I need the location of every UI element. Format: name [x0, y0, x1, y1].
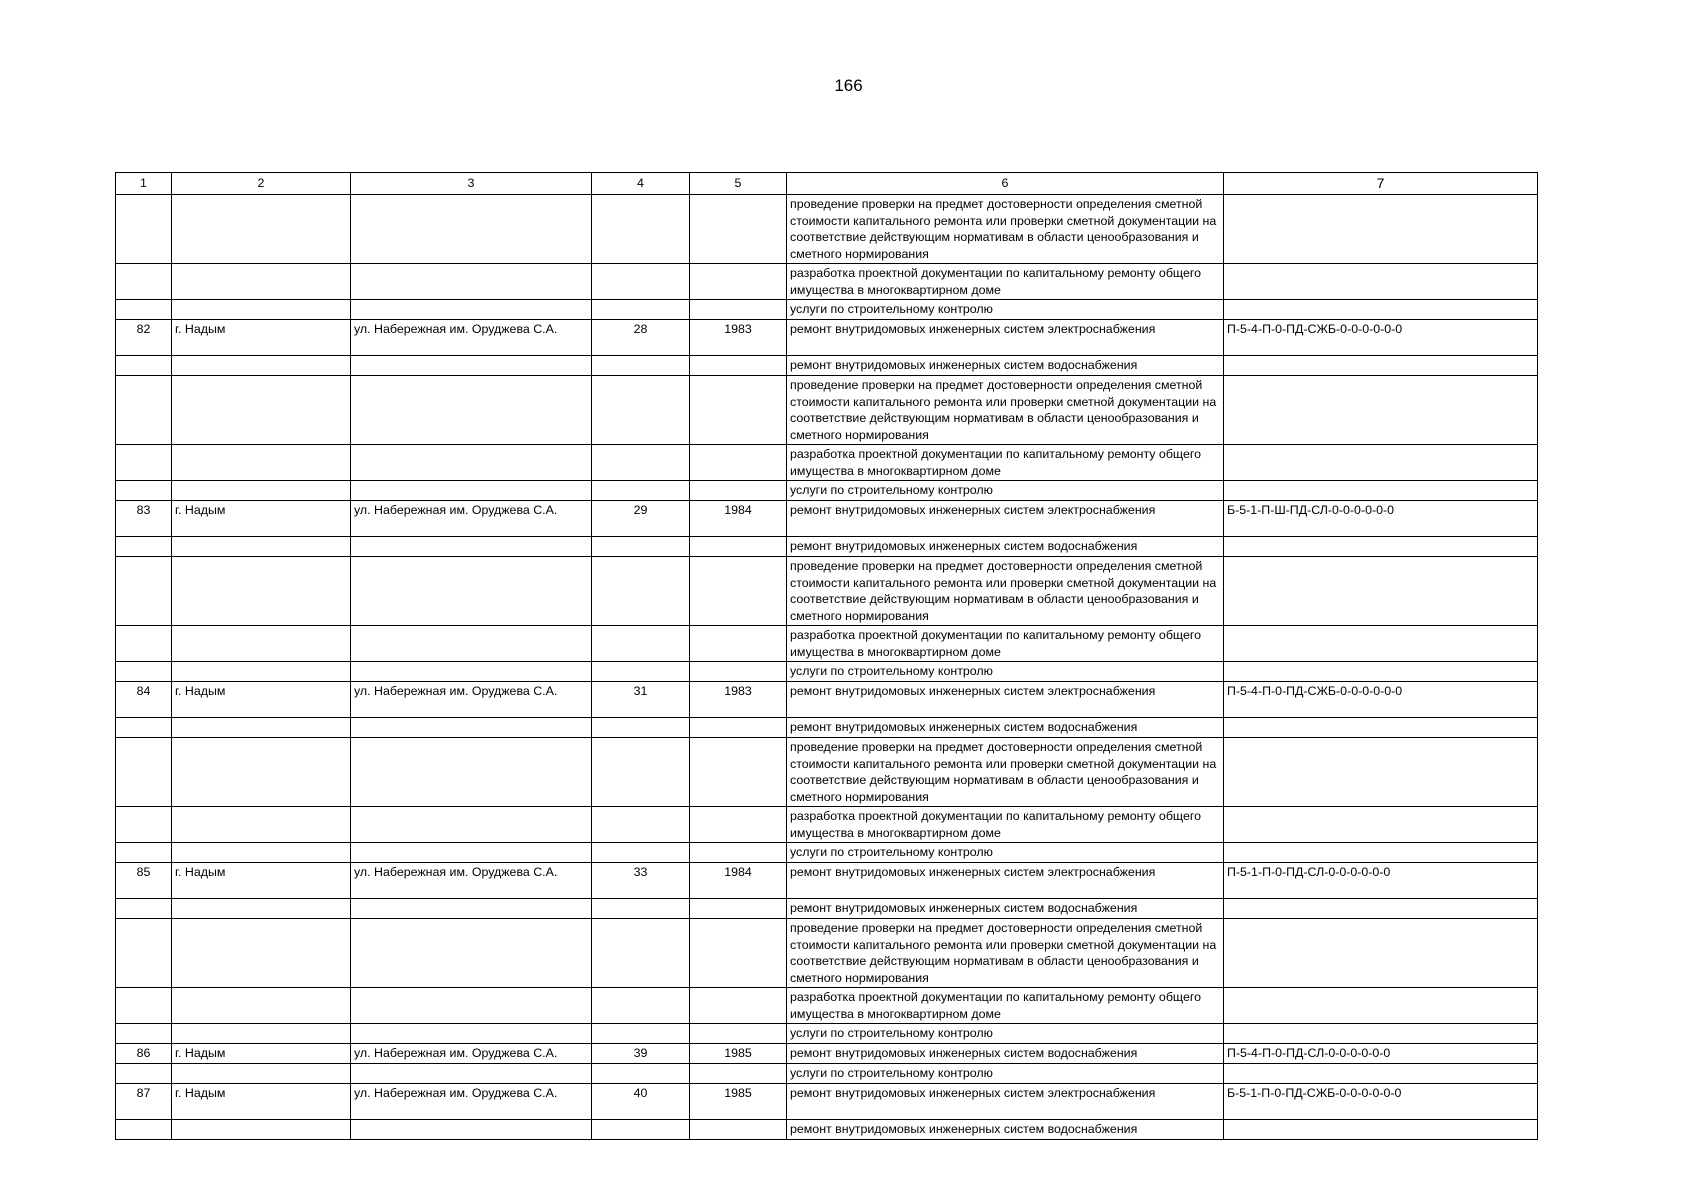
year-cell: [690, 1120, 787, 1140]
code-cell: [1224, 662, 1538, 682]
column-header: 5: [690, 173, 787, 195]
house-number-cell: [592, 264, 690, 300]
city-cell: [172, 899, 351, 919]
street-cell: [351, 356, 592, 376]
row-number-cell: [116, 445, 172, 481]
table-row: [116, 988, 1538, 1024]
street-cell: [351, 807, 592, 843]
year-cell: [690, 919, 787, 988]
city-cell: г. Надым: [172, 320, 351, 356]
table-row: [116, 1044, 1538, 1064]
table-row: [116, 445, 1538, 481]
street-cell: [351, 718, 592, 738]
city-cell: [172, 356, 351, 376]
row-number-cell: [116, 738, 172, 807]
city-cell: [172, 807, 351, 843]
code-cell: [1224, 300, 1538, 320]
row-number-cell: [116, 662, 172, 682]
row-number-cell: [116, 1120, 172, 1140]
work-type-cell: услуги по строительному контролю: [787, 300, 1224, 320]
work-type-cell: ремонт внутридомовых инженерных систем электроснабжения: [787, 1084, 1224, 1120]
row-number-cell: [116, 843, 172, 863]
row-number-cell: [116, 807, 172, 843]
code-cell: [1224, 988, 1538, 1024]
work-type-cell: ремонт внутридомовых инженерных систем водоснабжения: [787, 1044, 1224, 1064]
year-cell: [690, 738, 787, 807]
street-cell: ул. Набережная им. Оруджева С.А.: [351, 501, 592, 537]
city-cell: [172, 988, 351, 1024]
city-cell: [172, 626, 351, 662]
code-cell: П-5-4-П-0-ПД-СЛ-0-0-0-0-0-0: [1224, 1044, 1538, 1064]
year-cell: [690, 195, 787, 264]
house-number-cell: [592, 1024, 690, 1044]
house-number-cell: 40: [592, 1084, 690, 1120]
year-cell: 1985: [690, 1084, 787, 1120]
row-number-cell: [116, 626, 172, 662]
work-type-cell: услуги по строительному контролю: [787, 662, 1224, 682]
work-type-cell: ремонт внутридомовых инженерных систем электроснабжения: [787, 501, 1224, 537]
code-cell: [1224, 376, 1538, 445]
code-cell: [1224, 481, 1538, 501]
street-cell: ул. Набережная им. Оруджева С.А.: [351, 1044, 592, 1064]
work-type-cell: проведение проверки на предмет достоверности определения сметной стоимости капитального ремонта или проверки сметной документации на соответствие действующим нормативам в области ценообразования и сметного нормирования: [787, 195, 1224, 264]
city-cell: [172, 1120, 351, 1140]
work-type-cell: разработка проектной документации по капитальному ремонту общего имущества в многоквартирном доме: [787, 626, 1224, 662]
table-body: [116, 195, 1538, 1140]
street-cell: [351, 537, 592, 557]
house-number-cell: [592, 376, 690, 445]
row-number-cell: 86: [116, 1044, 172, 1064]
year-cell: [690, 1024, 787, 1044]
work-type-cell: ремонт внутридомовых инженерных систем электроснабжения: [787, 320, 1224, 356]
house-number-cell: [592, 1120, 690, 1140]
table-row: [116, 1084, 1538, 1120]
year-cell: [690, 718, 787, 738]
work-type-cell: услуги по строительному контролю: [787, 1024, 1224, 1044]
house-number-cell: [592, 919, 690, 988]
street-cell: [351, 376, 592, 445]
year-cell: [690, 557, 787, 626]
house-number-cell: [592, 481, 690, 501]
column-header: 7: [1224, 173, 1538, 195]
work-type-cell: услуги по строительному контролю: [787, 481, 1224, 501]
work-type-cell: ремонт внутридомовых инженерных систем водоснабжения: [787, 356, 1224, 376]
city-cell: [172, 264, 351, 300]
table-row: [116, 537, 1538, 557]
row-number-cell: 87: [116, 1084, 172, 1120]
city-cell: [172, 738, 351, 807]
street-cell: [351, 738, 592, 807]
street-cell: [351, 1064, 592, 1084]
year-cell: [690, 445, 787, 481]
code-cell: [1224, 1024, 1538, 1044]
street-cell: [351, 445, 592, 481]
house-number-cell: [592, 988, 690, 1024]
work-type-cell: ремонт внутридомовых инженерных систем водоснабжения: [787, 1120, 1224, 1140]
year-cell: 1984: [690, 501, 787, 537]
street-cell: [351, 843, 592, 863]
street-cell: [351, 557, 592, 626]
table-row: [116, 264, 1538, 300]
table-row: [116, 807, 1538, 843]
city-cell: [172, 445, 351, 481]
city-cell: [172, 662, 351, 682]
code-cell: [1224, 264, 1538, 300]
city-cell: г. Надым: [172, 682, 351, 718]
table-row: [116, 899, 1538, 919]
work-type-cell: ремонт внутридомовых инженерных систем водоснабжения: [787, 899, 1224, 919]
house-number-cell: [592, 445, 690, 481]
table-row: [116, 557, 1538, 626]
year-cell: 1984: [690, 863, 787, 899]
row-number-cell: [116, 300, 172, 320]
column-header: 6: [787, 173, 1224, 195]
table-row: [116, 481, 1538, 501]
year-cell: [690, 899, 787, 919]
row-number-cell: [116, 537, 172, 557]
house-number-cell: 33: [592, 863, 690, 899]
work-type-cell: ремонт внутридомовых инженерных систем водоснабжения: [787, 718, 1224, 738]
row-number-cell: [116, 356, 172, 376]
street-cell: [351, 481, 592, 501]
row-number-cell: [116, 195, 172, 264]
table-row: [116, 682, 1538, 718]
table-row: [116, 626, 1538, 662]
code-cell: [1224, 445, 1538, 481]
street-cell: ул. Набережная им. Оруджева С.А.: [351, 682, 592, 718]
year-cell: 1983: [690, 320, 787, 356]
city-cell: [172, 537, 351, 557]
work-type-cell: проведение проверки на предмет достоверности определения сметной стоимости капитального ремонта или проверки сметной документации на соответствие действующим нормативам в области ценообразования и сметного нормирования: [787, 919, 1224, 988]
city-cell: [172, 1064, 351, 1084]
row-number-cell: [116, 718, 172, 738]
house-number-cell: [592, 899, 690, 919]
column-header: 4: [592, 173, 690, 195]
house-number-cell: [592, 718, 690, 738]
table-row: [116, 320, 1538, 356]
house-number-cell: [592, 356, 690, 376]
code-cell: [1224, 537, 1538, 557]
column-header: 3: [351, 173, 592, 195]
year-cell: [690, 537, 787, 557]
house-number-cell: [592, 300, 690, 320]
city-cell: [172, 376, 351, 445]
table-row: [116, 662, 1538, 682]
house-number-cell: [592, 738, 690, 807]
year-cell: 1985: [690, 1044, 787, 1064]
table-row: [116, 1064, 1538, 1084]
row-number-cell: [116, 1064, 172, 1084]
column-header: 2: [172, 173, 351, 195]
house-number-cell: [592, 537, 690, 557]
code-cell: П-5-4-П-0-ПД-СЖБ-0-0-0-0-0-0: [1224, 682, 1538, 718]
row-number-cell: [116, 1024, 172, 1044]
house-number-cell: [592, 557, 690, 626]
house-number-cell: [592, 195, 690, 264]
row-number-cell: 84: [116, 682, 172, 718]
column-header: 1: [116, 173, 172, 195]
city-cell: г. Надым: [172, 501, 351, 537]
code-cell: [1224, 807, 1538, 843]
city-cell: г. Надым: [172, 1084, 351, 1120]
house-number-cell: [592, 843, 690, 863]
row-number-cell: 82: [116, 320, 172, 356]
table-row: [116, 863, 1538, 899]
year-cell: [690, 626, 787, 662]
city-cell: г. Надым: [172, 1044, 351, 1064]
house-number-cell: 29: [592, 501, 690, 537]
house-number-cell: [592, 1064, 690, 1084]
code-cell: [1224, 718, 1538, 738]
code-cell: П-5-4-П-0-ПД-СЖБ-0-0-0-0-0-0: [1224, 320, 1538, 356]
row-number-cell: [116, 557, 172, 626]
year-cell: [690, 662, 787, 682]
street-cell: [351, 1120, 592, 1140]
street-cell: ул. Набережная им. Оруджева С.А.: [351, 863, 592, 899]
city-cell: г. Надым: [172, 863, 351, 899]
house-number-cell: 28: [592, 320, 690, 356]
year-cell: [690, 843, 787, 863]
city-cell: [172, 1024, 351, 1044]
code-cell: [1224, 738, 1538, 807]
year-cell: [690, 264, 787, 300]
code-cell: Б-5-1-П-Ш-ПД-СЛ-0-0-0-0-0-0: [1224, 501, 1538, 537]
table-row: [116, 738, 1538, 807]
row-number-cell: [116, 264, 172, 300]
house-number-cell: [592, 807, 690, 843]
street-cell: [351, 195, 592, 264]
code-cell: [1224, 919, 1538, 988]
work-type-cell: проведение проверки на предмет достоверности определения сметной стоимости капитального ремонта или проверки сметной документации на соответствие действующим нормативам в области ценообразования и сметного нормирования: [787, 738, 1224, 807]
street-cell: [351, 988, 592, 1024]
work-type-cell: разработка проектной документации по капитальному ремонту общего имущества в многоквартирном доме: [787, 264, 1224, 300]
city-cell: [172, 718, 351, 738]
row-number-cell: [116, 919, 172, 988]
row-number-cell: 83: [116, 501, 172, 537]
page-number: 166: [834, 76, 863, 95]
work-type-cell: разработка проектной документации по капитальному ремонту общего имущества в многоквартирном доме: [787, 807, 1224, 843]
code-cell: [1224, 195, 1538, 264]
row-number-cell: [116, 376, 172, 445]
row-number-cell: [116, 481, 172, 501]
code-cell: [1224, 356, 1538, 376]
year-cell: [690, 300, 787, 320]
code-cell: П-5-1-П-0-ПД-СЛ-0-0-0-0-0-0: [1224, 863, 1538, 899]
table-row: [116, 376, 1538, 445]
code-cell: [1224, 899, 1538, 919]
city-cell: [172, 919, 351, 988]
code-cell: [1224, 1120, 1538, 1140]
work-type-cell: ремонт внутридомовых инженерных систем электроснабжения: [787, 863, 1224, 899]
work-type-cell: услуги по строительному контролю: [787, 843, 1224, 863]
table-row: [116, 1024, 1538, 1044]
work-type-cell: проведение проверки на предмет достоверности определения сметной стоимости капитального ремонта или проверки сметной документации на соответствие действующим нормативам в области ценообразования и сметного нормирования: [787, 557, 1224, 626]
city-cell: [172, 195, 351, 264]
house-number-cell: 39: [592, 1044, 690, 1064]
code-cell: [1224, 626, 1538, 662]
work-type-cell: ремонт внутридомовых инженерных систем электроснабжения: [787, 682, 1224, 718]
code-cell: [1224, 1064, 1538, 1084]
street-cell: [351, 899, 592, 919]
row-number-cell: [116, 988, 172, 1024]
work-type-cell: разработка проектной документации по капитальному ремонту общего имущества в многоквартирном доме: [787, 445, 1224, 481]
row-number-cell: 85: [116, 863, 172, 899]
work-type-cell: проведение проверки на предмет достоверности определения сметной стоимости капитального ремонта или проверки сметной документации на соответствие действующим нормативам в области ценообразования и сметного нормирования: [787, 376, 1224, 445]
house-number-cell: [592, 662, 690, 682]
street-cell: [351, 626, 592, 662]
code-cell: Б-5-1-П-0-ПД-СЖБ-0-0-0-0-0-0: [1224, 1084, 1538, 1120]
table-row: [116, 501, 1538, 537]
street-cell: ул. Набережная им. Оруджева С.А.: [351, 1084, 592, 1120]
code-cell: [1224, 843, 1538, 863]
code-cell: [1224, 557, 1538, 626]
table-row: [116, 195, 1538, 264]
house-number-cell: 31: [592, 682, 690, 718]
column-number-row: [116, 173, 1538, 195]
table-row: [116, 718, 1538, 738]
work-type-cell: разработка проектной документации по капитальному ремонту общего имущества в многоквартирном доме: [787, 988, 1224, 1024]
work-type-cell: ремонт внутридомовых инженерных систем водоснабжения: [787, 537, 1224, 557]
street-cell: [351, 919, 592, 988]
work-type-cell: услуги по строительному контролю: [787, 1064, 1224, 1084]
street-cell: [351, 1024, 592, 1044]
row-number-cell: [116, 899, 172, 919]
register-table: [115, 172, 1538, 1140]
table-row: [116, 300, 1538, 320]
table-row: [116, 356, 1538, 376]
year-cell: 1983: [690, 682, 787, 718]
year-cell: [690, 807, 787, 843]
table-row: [116, 1120, 1538, 1140]
street-cell: ул. Набережная им. Оруджева С.А.: [351, 320, 592, 356]
year-cell: [690, 1064, 787, 1084]
city-cell: [172, 557, 351, 626]
city-cell: [172, 843, 351, 863]
street-cell: [351, 264, 592, 300]
year-cell: [690, 376, 787, 445]
house-number-cell: [592, 626, 690, 662]
city-cell: [172, 481, 351, 501]
city-cell: [172, 300, 351, 320]
street-cell: [351, 662, 592, 682]
year-cell: [690, 356, 787, 376]
table-row: [116, 843, 1538, 863]
table-row: [116, 919, 1538, 988]
street-cell: [351, 300, 592, 320]
year-cell: [690, 988, 787, 1024]
year-cell: [690, 481, 787, 501]
